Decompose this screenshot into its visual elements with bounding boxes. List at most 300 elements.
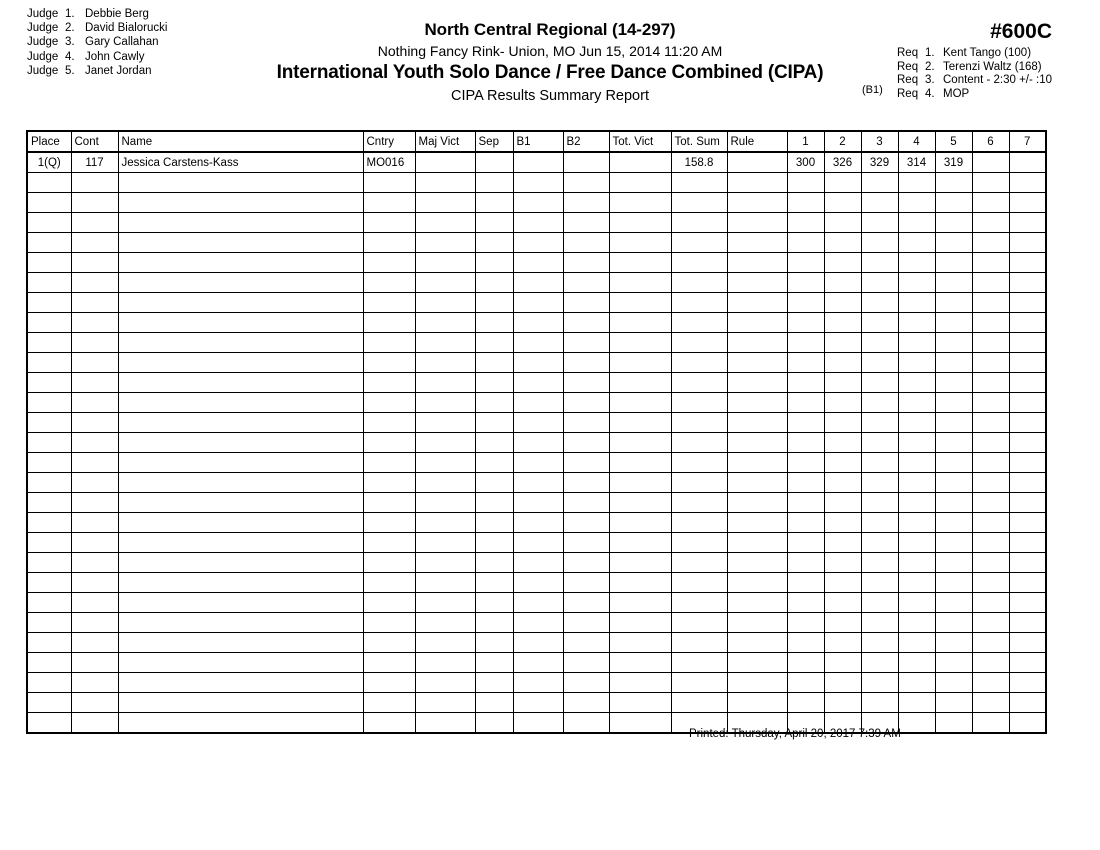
cell-empty [513,713,563,734]
table-row-empty [27,353,1046,373]
cell-empty [363,233,415,253]
cell-empty [415,333,475,353]
cell-empty [861,573,898,593]
cell-empty [671,633,727,653]
cell-empty [27,273,71,293]
cell-empty [898,573,935,593]
cell-empty [1009,413,1046,433]
cell-empty [861,633,898,653]
cell-empty [824,473,861,493]
cell-empty [118,253,363,273]
table-row-empty [27,313,1046,333]
cell-empty [563,313,609,333]
judge-number: 5. [65,64,75,77]
cell-empty [415,253,475,273]
cell-empty [787,313,824,333]
cell-empty [118,653,363,673]
column-header-7: 7 [1009,131,1046,152]
judge-number: 4. [65,50,75,63]
cell-empty [727,693,787,713]
cell-empty [363,613,415,633]
cell-rule [727,152,787,173]
requirement-number: 1. [925,47,935,59]
results-table [26,130,1047,734]
cell-empty [71,593,118,613]
judge-entry-5 [27,64,167,78]
cell-empty [898,693,935,713]
cell-empty [513,193,563,213]
cell-empty [475,393,513,413]
cell-empty [513,333,563,353]
cell-empty [27,613,71,633]
event-title: North Central Regional (14-297) [424,20,676,39]
cell-empty [513,173,563,193]
cell-empty [861,613,898,633]
cell-empty [415,233,475,253]
cell-empty [935,173,972,193]
cell-empty [609,553,671,573]
cell-empty [671,293,727,313]
cell-empty [824,493,861,513]
cell-empty [898,593,935,613]
cell-empty [972,613,1009,633]
cell-empty [671,373,727,393]
cell-empty [727,253,787,273]
table-row-empty [27,653,1046,673]
cell-empty [1009,673,1046,693]
cell-empty [27,433,71,453]
requirement-entry-3 [897,74,1052,88]
cell-empty [1009,493,1046,513]
column-header-maj-vict: Maj Vict [415,131,475,152]
cell-empty [363,473,415,493]
cell-empty [363,193,415,213]
cell-empty [563,213,609,233]
cell-empty [563,353,609,373]
requirement-text: Content - 2:30 +/- :10 [943,74,1052,87]
cell-empty [563,633,609,653]
cell-empty [824,273,861,293]
judge-label: Judge [27,22,59,35]
cell-empty [972,233,1009,253]
cell-empty [898,673,935,693]
cell-empty [727,653,787,673]
cell-empty [824,413,861,433]
cell-judge-2: 326 [824,152,861,173]
cell-empty [71,233,118,253]
cell-empty [609,713,671,734]
cell-judge-3: 329 [861,152,898,173]
cell-empty [475,513,513,533]
cell-empty [787,493,824,513]
cell-empty [935,473,972,493]
cell-empty [861,473,898,493]
cell-empty [118,673,363,693]
cell-empty [609,353,671,373]
cell-empty [609,193,671,213]
cell-judge-7 [1009,152,1046,173]
cell-empty [861,673,898,693]
cell-b2 [563,152,609,173]
column-header-2: 2 [824,131,861,152]
cell-empty [563,553,609,573]
cell-empty [475,553,513,573]
cell-empty [609,213,671,233]
cell-empty [513,653,563,673]
cell-empty [861,373,898,393]
cell-empty [475,453,513,473]
column-header-cont: Cont [71,131,118,152]
cell-empty [475,293,513,313]
table-row-empty [27,473,1046,493]
cell-empty [475,673,513,693]
cell-empty [513,393,563,413]
cell-empty [898,513,935,533]
cell-empty [71,513,118,533]
cell-empty [563,433,609,453]
judge-number: 1. [65,8,75,20]
cell-empty [415,353,475,373]
cell-empty [861,653,898,673]
judge-number: 3. [65,36,75,49]
cell-empty [671,313,727,333]
cell-empty [563,253,609,273]
cell-empty [671,513,727,533]
cell-empty [972,413,1009,433]
cell-empty [118,373,363,393]
cell-empty [415,313,475,333]
column-header-tot-sum: Tot. Sum [671,131,727,152]
cell-empty [972,213,1009,233]
column-header-tot-vict: Tot. Vict [609,131,671,152]
cell-empty [475,613,513,633]
cell-empty [118,593,363,613]
requirement-number: 3. [925,74,935,87]
cell-empty [513,413,563,433]
table-row-empty [27,493,1046,513]
cell-empty [475,233,513,253]
cell-empty [27,633,71,653]
report-header [150,20,950,104]
cell-empty [363,593,415,613]
cell-empty [563,713,609,734]
cell-empty [475,273,513,293]
judge-entry-2 [27,21,167,35]
judge-entry-3 [27,35,167,49]
cell-empty [935,373,972,393]
cell-empty [71,473,118,493]
table-row-empty [27,193,1046,213]
cell-empty [727,373,787,393]
cell-empty [671,653,727,673]
cell-empty [935,593,972,613]
cell-empty [727,533,787,553]
cell-empty [118,513,363,533]
cell-empty [972,193,1009,213]
cell-empty [609,393,671,413]
cell-empty [71,393,118,413]
column-header-6: 6 [972,131,1009,152]
column-header-b1: B1 [513,131,563,152]
column-header-cntry: Cntry [363,131,415,152]
cell-empty [563,593,609,613]
printed-timestamp: Printed: Thursday, April 20, 2017 7:39 AM [689,728,901,740]
cell-empty [1009,393,1046,413]
cell-empty [727,413,787,433]
cell-empty [415,513,475,533]
cell-empty [513,593,563,613]
cell-empty [118,233,363,253]
cell-empty [513,213,563,233]
cell-empty [71,573,118,593]
cell-empty [972,713,1009,734]
cell-empty [671,613,727,633]
cell-empty [727,613,787,633]
cell-empty [727,213,787,233]
cell-empty [609,433,671,453]
cell-empty [563,693,609,713]
cell-empty [415,413,475,433]
judge-name: Debbie Berg [85,8,149,20]
cell-empty [563,513,609,533]
cell-empty [415,573,475,593]
cell-empty [972,513,1009,533]
table-row-empty [27,213,1046,233]
cell-empty [935,273,972,293]
column-header-sep: Sep [475,131,513,152]
cell-empty [609,573,671,593]
cell-empty [415,593,475,613]
cell-empty [609,673,671,693]
cell-empty [118,293,363,313]
cell-empty [972,393,1009,413]
requirement-number: 4. [925,87,935,100]
cell-empty [563,173,609,193]
table-body [27,152,1046,733]
cell-empty [71,493,118,513]
cell-empty [609,613,671,633]
cell-empty [27,673,71,693]
cell-empty [935,653,972,673]
cell-empty [363,253,415,273]
table-row-empty [27,573,1046,593]
b1-marker: (B1) [862,84,883,96]
cell-empty [787,533,824,553]
cell-empty [727,173,787,193]
cell-tot-vict [609,152,671,173]
table-row-empty [27,533,1046,553]
cell-empty [824,193,861,213]
cell-empty [363,373,415,393]
cell-empty [1009,353,1046,373]
event-info-panel [897,20,1052,101]
cell-empty [513,373,563,393]
table-row [27,152,1046,173]
cell-empty [363,553,415,573]
cell-empty [475,373,513,393]
cell-empty [671,233,727,253]
cell-empty [727,493,787,513]
cell-empty [787,273,824,293]
cell-empty [27,213,71,233]
cell-empty [118,633,363,653]
cell-empty [513,473,563,493]
cell-cont: 117 [71,152,118,173]
cell-empty [898,233,935,253]
cell-empty [71,633,118,653]
cell-empty [415,433,475,453]
cell-empty [513,233,563,253]
cell-empty [972,253,1009,273]
cell-empty [609,493,671,513]
cell-empty [787,293,824,313]
cell-empty [563,293,609,313]
cell-place: 1(Q) [27,152,71,173]
cell-empty [363,673,415,693]
cell-empty [415,453,475,473]
cell-empty [898,413,935,433]
cell-empty [1009,713,1046,734]
cell-empty [563,333,609,353]
table-row-empty [27,173,1046,193]
cell-empty [861,513,898,533]
cell-empty [475,333,513,353]
cell-empty [898,553,935,573]
cell-empty [972,313,1009,333]
cell-empty [475,713,513,734]
cell-empty [727,393,787,413]
requirement-label: Req [897,74,919,87]
cell-empty [563,373,609,393]
cell-empty [861,233,898,253]
cell-empty [787,433,824,453]
cell-empty [727,673,787,693]
table-header-row [27,131,1046,152]
cell-empty [1009,253,1046,273]
cell-empty [1009,593,1046,613]
cell-empty [27,253,71,273]
cell-empty [824,513,861,533]
cell-empty [118,613,363,633]
cell-empty [415,193,475,213]
column-header-4: 4 [898,131,935,152]
table-row-empty [27,273,1046,293]
cell-empty [727,513,787,533]
cell-empty [415,553,475,573]
cell-empty [118,353,363,373]
cell-empty [563,273,609,293]
cell-empty [727,633,787,653]
cell-empty [898,373,935,393]
cell-empty [27,413,71,433]
cell-empty [671,393,727,413]
cell-empty [118,493,363,513]
cell-empty [609,453,671,473]
cell-empty [935,333,972,353]
cell-empty [935,493,972,513]
judge-name: Janet Jordan [85,64,152,77]
cell-empty [27,493,71,513]
cell-empty [787,473,824,493]
cell-empty [671,473,727,493]
cell-empty [935,633,972,653]
cell-empty [898,713,935,734]
cell-empty [415,213,475,233]
cell-empty [563,473,609,493]
cell-empty [475,213,513,233]
cell-empty [609,333,671,353]
cell-empty [563,613,609,633]
cell-empty [1009,633,1046,653]
cell-empty [71,693,118,713]
cell-empty [824,633,861,653]
cell-empty [787,653,824,673]
event-number: #600C [990,20,1052,43]
cell-empty [415,673,475,693]
cell-empty [824,553,861,573]
cell-empty [363,653,415,673]
cell-empty [609,693,671,713]
cell-empty [787,253,824,273]
cell-empty [671,413,727,433]
cell-empty [861,353,898,373]
cell-empty [513,253,563,273]
cell-empty [27,353,71,373]
requirement-label: Req [897,87,919,100]
cell-empty [27,373,71,393]
cell-empty [71,373,118,393]
cell-empty [609,593,671,613]
cell-empty [671,533,727,553]
requirement-number: 2. [925,60,935,73]
table-row-empty [27,393,1046,413]
cell-empty [363,273,415,293]
cell-empty [898,173,935,193]
cell-empty [972,493,1009,513]
report-subtitle: CIPA Results Summary Report [451,88,649,104]
cell-empty [513,513,563,533]
column-header-b2: B2 [563,131,609,152]
cell-empty [972,353,1009,373]
cell-empty [824,693,861,713]
table-row-empty [27,693,1046,713]
cell-empty [824,253,861,273]
table-row-empty [27,633,1046,653]
cell-empty [727,353,787,373]
cell-empty [513,633,563,653]
cell-empty [727,293,787,313]
cell-cntry: MO016 [363,152,415,173]
cell-empty [363,573,415,593]
cell-empty [824,213,861,233]
cell-empty [27,653,71,673]
cell-empty [935,313,972,333]
cell-empty [1009,313,1046,333]
requirement-text: MOP [943,87,970,100]
cell-empty [563,533,609,553]
cell-empty [972,573,1009,593]
cell-empty [1009,573,1046,593]
cell-empty [671,553,727,573]
cell-empty [415,373,475,393]
cell-empty [935,433,972,453]
cell-empty [787,513,824,533]
cell-empty [363,293,415,313]
cell-empty [475,413,513,433]
cell-empty [71,213,118,233]
cell-empty [972,453,1009,473]
cell-empty [363,513,415,533]
